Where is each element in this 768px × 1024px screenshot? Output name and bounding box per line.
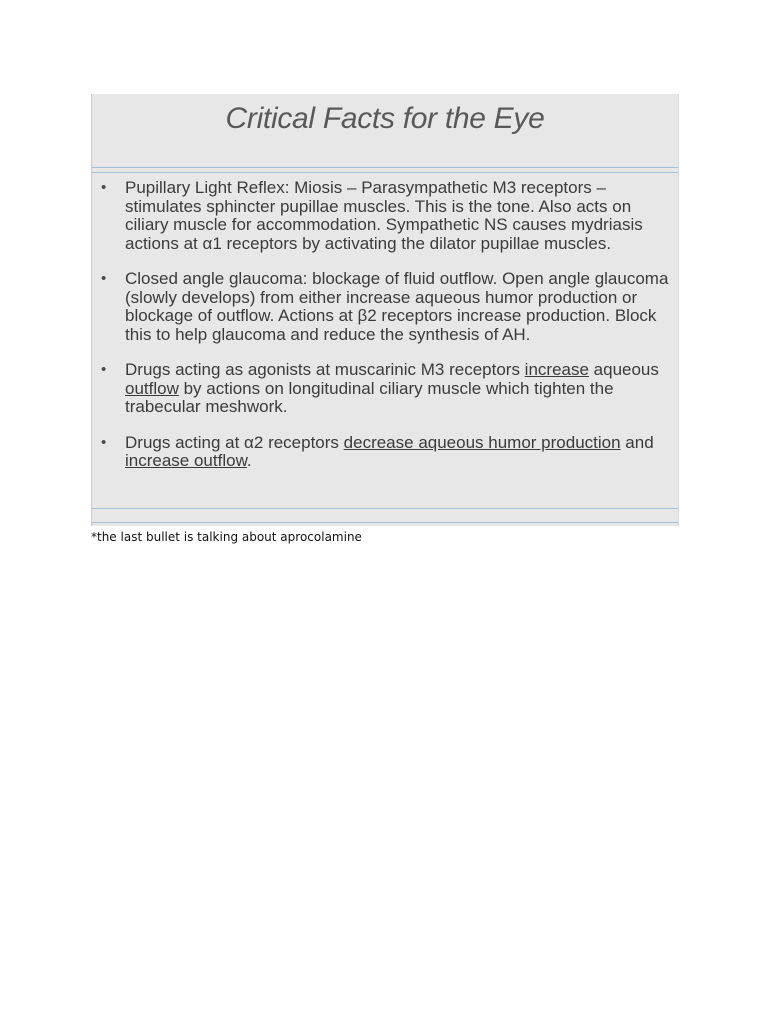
bullet-item (92, 361, 678, 417)
underlined-text: increase (524, 360, 589, 379)
bullet-dot-icon: • (101, 179, 107, 196)
bullet-dot-icon: • (101, 270, 107, 287)
bullet-text: Pupillary Light Reflex: Miosis – Parasympathetic M3 receptors – stimulates sphincter pupillae muscles. This is the tone. Also acts on ciliary muscle for accommodation. Sympathetic NS causes mydriasis actions at α1 receptors by activating the dilator pupillae muscles. (125, 178, 643, 253)
bullet-item (92, 270, 678, 344)
title-divider-line-secondary (92, 172, 678, 173)
bullet-text: Drugs acting at α2 receptors (125, 432, 344, 452)
bullet-dot-icon: • (101, 361, 107, 378)
bullet-text: and (620, 432, 654, 452)
underlined-text: decrease aqueous humor production (343, 432, 621, 452)
slide-image (91, 94, 679, 526)
underlined-text: increase outflow (125, 451, 247, 470)
bullet-text: by actions on longitudinal ciliary muscle which tighten the trabecular meshwork. (125, 378, 614, 416)
underlined-text: outflow (125, 378, 179, 398)
caption-note: *the last bullet is talking about aprocolamine (91, 530, 362, 544)
bullet-item (92, 434, 678, 471)
bullet-text: Drugs acting as agonists at muscarinic M3 receptors (125, 360, 525, 379)
slide-title: Critical Facts for the Eye (225, 102, 545, 135)
bullet-item (92, 179, 678, 253)
bottom-divider-line (92, 508, 678, 509)
title-divider-line (92, 167, 678, 168)
bullet-dot-icon: • (101, 433, 107, 451)
bullet-text: . (246, 451, 252, 470)
bullet-list (92, 179, 678, 488)
bullet-text: Closed angle glaucoma: blockage of fluid outflow. Open angle glaucoma (slowly develops) from either increase aqueous humor production or blockage of outflow. Actions at β2 receptors increase production. Block this to help glaucoma and reduce the synthesis of AH. (125, 269, 669, 344)
bottom-divider-line-secondary (92, 522, 678, 523)
bullet-text: aqueous (588, 360, 659, 379)
